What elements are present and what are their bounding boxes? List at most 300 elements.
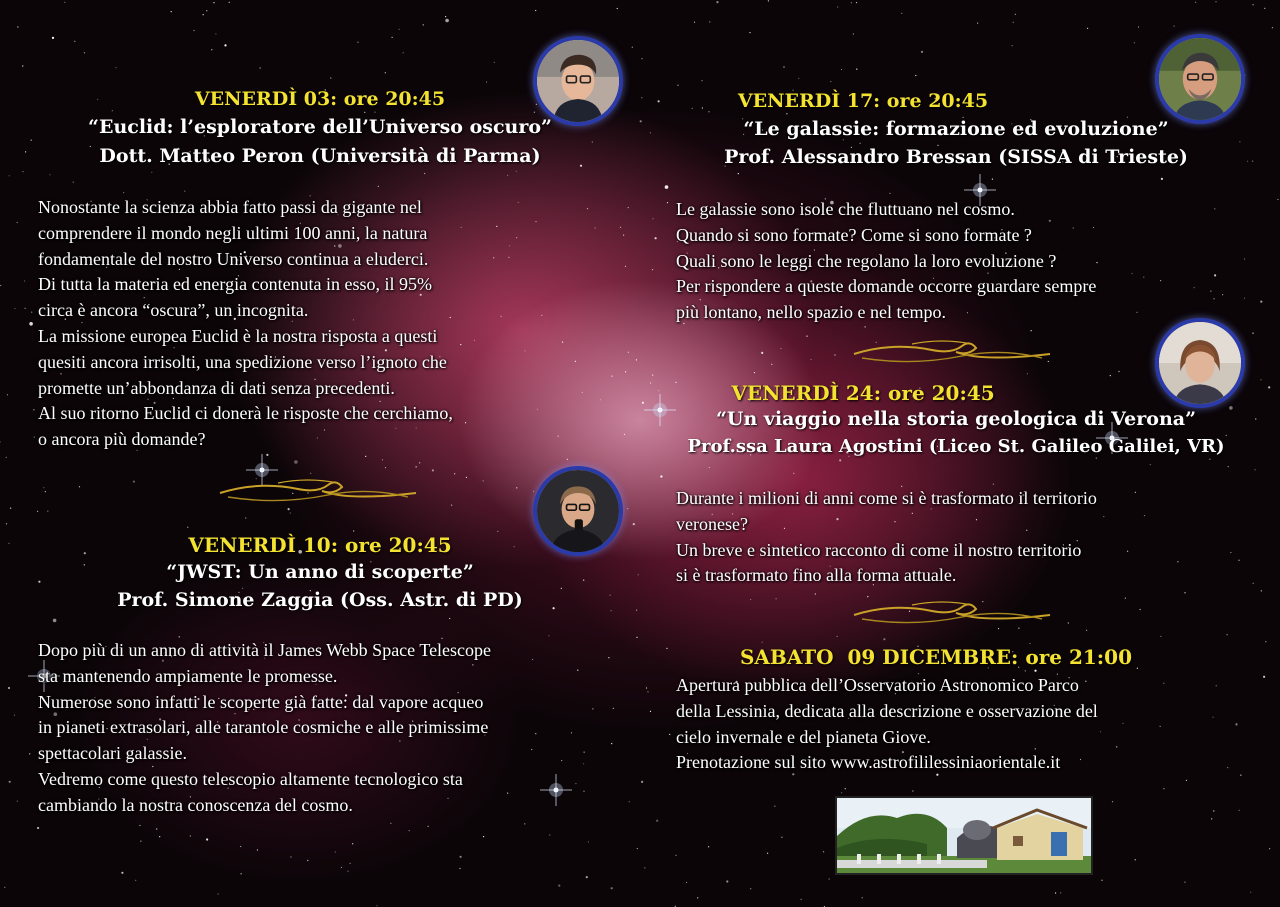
star — [575, 783, 576, 784]
star — [29, 322, 33, 326]
star — [9, 175, 10, 176]
star — [583, 791, 584, 792]
description-line: circa è ancora “oscura”, un incognita. — [38, 300, 309, 321]
star — [638, 574, 639, 575]
star — [290, 512, 291, 513]
star — [1222, 294, 1223, 295]
star — [399, 29, 400, 30]
star — [620, 227, 621, 228]
star — [611, 887, 613, 889]
star — [1228, 466, 1229, 467]
star — [516, 487, 517, 488]
star — [1213, 717, 1214, 718]
star — [1122, 723, 1123, 724]
star — [1103, 516, 1104, 517]
star — [218, 893, 219, 894]
speaker-name: Dott. Matteo Peron (Università di Parma) — [99, 145, 541, 167]
star — [595, 227, 596, 228]
star — [776, 598, 777, 599]
star — [1255, 469, 1256, 470]
star — [754, 372, 755, 373]
star — [1244, 298, 1245, 299]
star — [768, 0, 769, 1]
star — [1027, 373, 1028, 374]
star — [611, 610, 612, 611]
star — [834, 354, 835, 355]
star — [655, 237, 657, 239]
star — [837, 636, 838, 637]
star — [636, 610, 637, 611]
description-line: veronese? — [676, 513, 748, 534]
star — [1060, 892, 1061, 893]
talk-title: “Le galassie: formazione ed evoluzione” — [743, 118, 1169, 140]
star — [409, 830, 410, 831]
star — [508, 257, 509, 258]
star — [640, 120, 642, 122]
star — [43, 487, 44, 488]
star — [584, 752, 585, 753]
star — [294, 460, 298, 464]
star — [460, 856, 462, 858]
description-line: cambiando la nostra conoscenza del cosmo. — [38, 794, 353, 815]
star — [79, 486, 80, 487]
star — [1272, 27, 1273, 28]
star — [677, 85, 678, 86]
description-line: fondamentale del nostro Universo continua a eluderci. — [38, 248, 429, 269]
star — [558, 885, 560, 887]
star — [494, 62, 495, 63]
star — [84, 52, 85, 53]
event-description — [38, 195, 453, 453]
star — [1195, 2, 1196, 3]
star — [1239, 810, 1240, 811]
star — [549, 834, 550, 835]
star — [14, 715, 15, 716]
star — [535, 10, 536, 11]
star — [1186, 780, 1187, 781]
speaker-photo-bressan — [1155, 34, 1245, 124]
star — [1163, 683, 1164, 684]
star — [716, 1, 718, 3]
star — [1029, 643, 1030, 644]
star — [341, 867, 342, 868]
speaker-photo-agostini — [1155, 318, 1245, 408]
star — [241, 873, 242, 874]
star — [660, 475, 662, 477]
star — [1277, 199, 1278, 200]
star — [656, 820, 658, 822]
star — [22, 65, 23, 66]
star — [310, 473, 311, 474]
star — [625, 371, 626, 372]
star — [260, 67, 261, 68]
star — [378, 186, 379, 187]
star — [1263, 676, 1265, 678]
star — [810, 359, 811, 360]
talk-title: “Euclid: l’esploratore dell’Universo oscuro” — [88, 116, 552, 138]
star — [1260, 379, 1261, 380]
star — [561, 760, 562, 761]
event-date: VENERDÌ 17: ore 20:45 — [737, 90, 989, 112]
star — [856, 2, 857, 3]
star — [64, 2, 65, 3]
star — [245, 517, 246, 518]
star — [1211, 818, 1212, 819]
star — [1012, 45, 1013, 46]
star — [1135, 492, 1136, 493]
star — [1160, 726, 1161, 727]
star — [536, 104, 537, 105]
description-line: Prenotazione sul sito www.astrofililessiniaorientale.it — [676, 752, 1061, 773]
star — [641, 97, 642, 98]
star — [1213, 810, 1214, 811]
flourish-ornament — [852, 597, 1052, 631]
star — [133, 481, 135, 483]
star — [642, 402, 644, 404]
star — [815, 593, 816, 594]
star — [1100, 731, 1101, 732]
star — [524, 350, 525, 351]
star — [385, 72, 386, 73]
star — [650, 132, 651, 133]
star — [1209, 459, 1210, 460]
star — [424, 173, 425, 174]
star — [637, 848, 638, 849]
star — [156, 828, 157, 829]
star — [466, 477, 467, 478]
star — [1238, 560, 1239, 561]
star — [853, 33, 854, 34]
star — [1184, 882, 1185, 883]
star — [535, 221, 536, 222]
event-date: VENERDÌ 24: ore 20:45 — [731, 381, 995, 405]
star — [1136, 312, 1137, 313]
star — [1215, 1, 1216, 2]
star — [762, 642, 763, 643]
star — [1015, 14, 1016, 15]
star — [1138, 26, 1139, 27]
star — [675, 855, 676, 856]
star — [14, 308, 15, 309]
star — [667, 202, 668, 203]
star — [0, 285, 1, 286]
star — [419, 462, 420, 463]
star — [1135, 859, 1136, 860]
star — [548, 635, 549, 636]
description-line: o ancora più domande? — [38, 429, 206, 450]
star — [783, 66, 784, 67]
star — [592, 708, 593, 709]
star — [629, 801, 630, 802]
description-line: Per rispondere a queste domande occorre guardare sempre — [676, 276, 1097, 297]
star — [159, 836, 160, 837]
bright-star — [644, 394, 676, 426]
star — [865, 326, 866, 327]
star — [229, 2, 230, 3]
star — [1244, 258, 1245, 259]
star — [509, 245, 510, 246]
star — [1227, 634, 1228, 635]
star — [213, 2, 214, 3]
star — [774, 806, 775, 807]
star — [583, 763, 584, 764]
star — [0, 441, 1, 442]
star — [610, 595, 611, 596]
star — [1239, 141, 1240, 142]
star — [856, 69, 857, 70]
star — [1255, 418, 1256, 419]
star — [465, 422, 466, 423]
star — [750, 599, 751, 600]
star — [335, 851, 336, 852]
star — [1068, 622, 1069, 623]
star — [206, 838, 208, 840]
star — [992, 179, 993, 180]
star — [977, 23, 978, 24]
star — [151, 172, 152, 173]
star — [1150, 464, 1151, 465]
star — [1184, 592, 1185, 593]
star — [17, 26, 18, 27]
star — [6, 523, 7, 524]
star — [1235, 723, 1237, 725]
star — [403, 52, 404, 53]
star — [537, 409, 538, 410]
star — [1216, 685, 1217, 686]
star — [140, 841, 141, 842]
star — [416, 466, 417, 467]
event-description — [676, 486, 1097, 589]
star — [641, 58, 642, 59]
description-line: Vedremo come questo telescopio altamente tecnologico sta — [38, 768, 463, 789]
star — [53, 619, 57, 623]
star — [423, 24, 424, 25]
star — [534, 112, 535, 113]
star — [1174, 26, 1175, 27]
star — [365, 456, 366, 457]
star — [461, 227, 462, 228]
star — [451, 505, 452, 506]
star — [860, 143, 861, 144]
star — [1112, 801, 1113, 802]
star — [558, 436, 559, 437]
star — [31, 312, 32, 313]
star — [531, 749, 532, 750]
star — [357, 42, 358, 43]
star — [307, 860, 308, 861]
star — [1210, 291, 1211, 292]
speaker-name: Prof. Alessandro Bressan (SISSA di Trieste) — [724, 146, 1188, 168]
star — [507, 175, 508, 176]
star — [613, 708, 614, 709]
star — [1230, 552, 1231, 553]
star — [780, 348, 781, 349]
star — [112, 110, 113, 111]
star — [266, 454, 268, 456]
star — [514, 546, 515, 547]
star — [376, 905, 377, 906]
description-line: Durante i milioni di anni come si è trasformato il territorio — [676, 488, 1097, 508]
description-line: cielo invernale e del pianeta Giove. — [676, 726, 931, 747]
star — [841, 69, 842, 70]
speaker-name: Prof.ssa Laura Agostini (Liceo St. Galileo Galilei, VR) — [687, 436, 1225, 457]
star — [123, 192, 124, 193]
description-line: Nonostante la scienza abbia fatto passi da gigante nel — [38, 197, 422, 217]
star — [73, 182, 74, 183]
star — [624, 434, 625, 435]
star — [187, 527, 188, 528]
star — [240, 846, 241, 847]
star — [652, 269, 653, 270]
star — [901, 13, 902, 14]
star — [49, 174, 50, 175]
star — [781, 837, 782, 838]
star — [1160, 280, 1161, 281]
star — [507, 793, 508, 794]
star — [97, 99, 98, 100]
star — [1194, 287, 1195, 288]
star — [1240, 775, 1241, 776]
star — [582, 392, 583, 393]
star — [608, 657, 609, 658]
star — [1252, 161, 1253, 162]
star — [224, 44, 226, 46]
star — [709, 467, 710, 468]
star — [636, 359, 637, 360]
star — [501, 316, 502, 317]
star — [364, 112, 365, 113]
star — [524, 823, 525, 824]
star — [738, 173, 739, 174]
star — [647, 691, 648, 692]
description-line: Un breve e sintetico racconto di come il nostro territorio — [676, 539, 1082, 560]
description-line: Al suo ritorno Euclid ci donerà le risposte che cerchiamo, — [38, 403, 453, 424]
description-line: Apertura pubblica dell’Osservatorio Astronomico Parco — [676, 675, 1079, 695]
star — [483, 480, 484, 481]
description-line: Dopo più di un anno di attività il James Webb Space Telescope — [38, 640, 492, 660]
star — [708, 846, 709, 847]
star — [600, 399, 601, 400]
bright-star — [540, 774, 572, 806]
star — [1214, 274, 1216, 276]
star — [862, 897, 863, 898]
star — [1118, 371, 1119, 372]
star — [1227, 767, 1228, 768]
star — [921, 51, 923, 53]
star — [193, 30, 194, 31]
description-line: promette un’abbondanza di dati senza precedenti. — [38, 377, 395, 398]
star — [652, 375, 653, 376]
star — [1110, 375, 1111, 376]
star — [24, 280, 25, 281]
star — [460, 344, 461, 345]
description-line: spettacolari galassie. — [38, 743, 187, 764]
star — [171, 11, 172, 12]
star — [1268, 386, 1270, 388]
star — [1143, 277, 1144, 278]
star — [669, 734, 670, 735]
star — [1127, 551, 1128, 552]
star — [135, 880, 136, 881]
star — [1034, 670, 1036, 672]
observatory-photo — [835, 796, 1093, 875]
star — [567, 459, 568, 460]
star — [8, 543, 9, 544]
star — [392, 37, 393, 38]
star — [829, 878, 830, 879]
description-line: si è trasformato fino alla forma attuale. — [676, 565, 957, 586]
star — [25, 151, 26, 152]
star — [211, 49, 212, 50]
description-line: in pianeti extrasolari, alle tarantole cosmiche e alle primissime — [38, 717, 489, 738]
star — [432, 469, 434, 471]
star — [115, 67, 116, 68]
star — [653, 218, 654, 219]
star — [586, 876, 588, 878]
star — [883, 638, 885, 640]
star — [1260, 301, 1262, 303]
star — [1252, 333, 1253, 334]
star — [993, 484, 994, 485]
star — [1214, 208, 1215, 209]
star — [851, 2, 852, 3]
star — [801, 899, 802, 900]
star — [290, 856, 291, 857]
star — [37, 511, 38, 512]
star — [449, 618, 450, 619]
star — [750, 888, 751, 889]
star — [1140, 609, 1141, 610]
star — [31, 140, 32, 141]
star — [632, 47, 633, 48]
star — [889, 193, 890, 194]
star — [611, 376, 612, 377]
star — [1101, 880, 1102, 881]
star — [1096, 262, 1097, 263]
star — [806, 336, 807, 337]
description-line: Quali sono le leggi che regolano la loro evoluzione ? — [676, 250, 1057, 271]
star — [518, 202, 519, 203]
description-line: della Lessinia, dedicata alla descrizione e osservazione del — [676, 700, 1098, 721]
star — [445, 16, 446, 17]
star — [915, 75, 916, 76]
star — [575, 361, 576, 362]
star — [1265, 641, 1266, 642]
star — [532, 659, 533, 660]
description-line: Di tutta la materia ed energia contenuta in esso, il 95% — [38, 274, 433, 295]
star — [206, 10, 207, 11]
star — [588, 841, 589, 842]
star — [1269, 848, 1270, 849]
star — [459, 868, 460, 869]
star — [493, 257, 494, 258]
star — [617, 8, 618, 9]
star — [658, 100, 660, 102]
star — [1253, 583, 1254, 584]
star — [4, 887, 5, 888]
speaker-name: Prof. Simone Zaggia (Oss. Astr. di PD) — [117, 589, 523, 611]
star — [571, 732, 572, 733]
star — [650, 382, 651, 383]
talk-title: “JWST: Un anno di scoperte” — [166, 561, 474, 583]
star — [686, 882, 687, 883]
star — [694, 22, 695, 23]
star — [786, 113, 787, 114]
star — [1055, 892, 1056, 893]
star — [839, 459, 841, 461]
star — [84, 552, 86, 554]
star — [374, 112, 375, 113]
